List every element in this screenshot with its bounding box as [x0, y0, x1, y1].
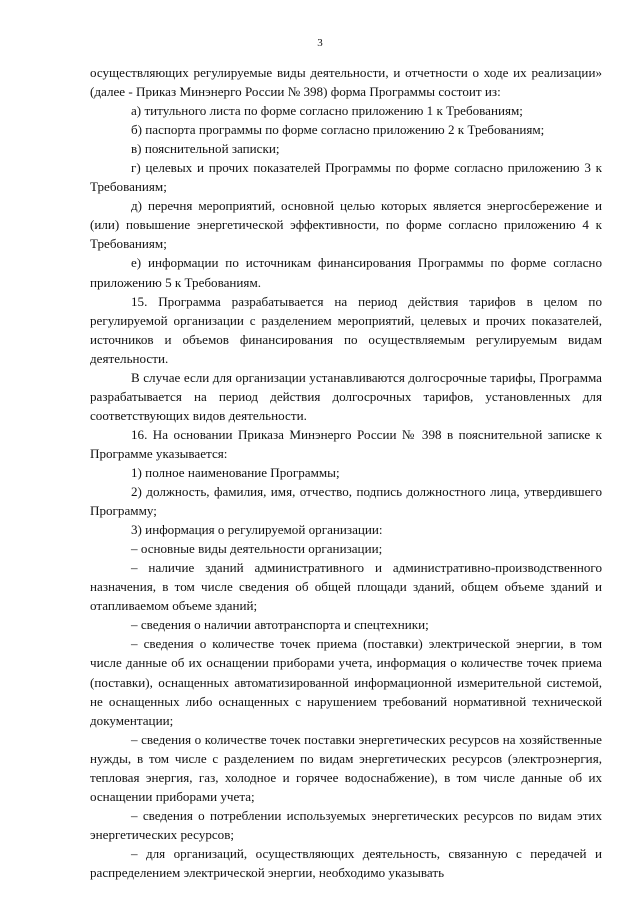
list-item-1: 1) полное наименование Программы; [131, 464, 340, 480]
list-item-g: г) целевых и прочих показателей Программы по форме согласно приложению 3 к Требованиям; [90, 160, 602, 195]
document-body [90, 63, 602, 882]
list-item-d: д) перечня мероприятий, основной целью которых является энергосбережение и (или) повышение энергетической эффективности, по форме согласно приложению 4 к Требованиям; [90, 198, 602, 252]
bullet-item: – сведения о количестве точек поставки энергетических ресурсов на хозяйственные нужды, в том числе с разделением по видам энергетических ресурсов (электроэнергия, тепловая энергия, газ, холодное и горячее водоснабжение), в том числе данные об их оснащении приборами учета; [90, 731, 602, 804]
clause-15: 15. Программа разрабатывается на период действия тарифов в целом по регулируемой организации с разделением мероприятий, целевых и прочих показателей, источников и объемов финансирования по осуществляемым регулируемым видам деятельности. [90, 293, 602, 366]
bullet-item: – основные виды деятельности организации; [131, 541, 383, 557]
paragraph-continuation: осуществляющих регулируемые виды деятельности, и отчетности о ходе их реализации» (далее - Приказ Минэнерго России № 398) форма Программы состоит из: [90, 65, 602, 100]
clause-16: 16. На основании Приказа Минэнерго России № 398 в пояснительной записке к Программе указывается: [90, 426, 602, 461]
list-item-3: 3) информация о регулируемой организации: [131, 522, 383, 538]
list-item-e: е) информации по источникам финансирования Программы по форме согласно приложению 5 к Требованиям. [90, 255, 602, 290]
page-number: 3 [317, 37, 323, 49]
bullet-item: – для организаций, осуществляющих деятельность, связанную с передачей и распределением электрической энергии, необходимо указывать [90, 845, 602, 880]
bullet-item: – сведения о потреблении используемых энергетических ресурсов по видам этих энергетических ресурсов; [90, 807, 602, 842]
clause-15-paragraph-2: В случае если для организации устанавливаются долгосрочные тарифы, Программа разрабатывается на период действия долгосрочных тарифов, установленных для соответствующих видов деятельности. [90, 369, 602, 423]
bullet-item: – наличие зданий административного и административно-производственного назначения, в том числе сведения об общей площади зданий, общем объеме зданий и отапливаемом объеме зданий; [90, 560, 602, 614]
list-item-b: б) паспорта программы по форме согласно приложению 2 к Требованиям; [131, 122, 545, 138]
bullet-item: – сведения о наличии автотранспорта и спецтехники; [131, 617, 429, 633]
bullet-item: – сведения о количестве точек приема (поставки) электрической энергии, в том числе данные об их оснащении приборами учета, информация о количестве точек приема (поставки), оснащенных автоматизированной информационной измерительной системой, не оснащенных либо оснащенных с нарушением требований нормативной технической документации; [90, 636, 602, 728]
list-item-a: а) титульного листа по форме согласно приложению 1 к Требованиям; [131, 103, 523, 119]
list-item-v: в) пояснительной записки; [131, 141, 280, 157]
list-item-2: 2) должность, фамилия, имя, отчество, подпись должностного лица, утвердившего Программу; [90, 484, 602, 519]
